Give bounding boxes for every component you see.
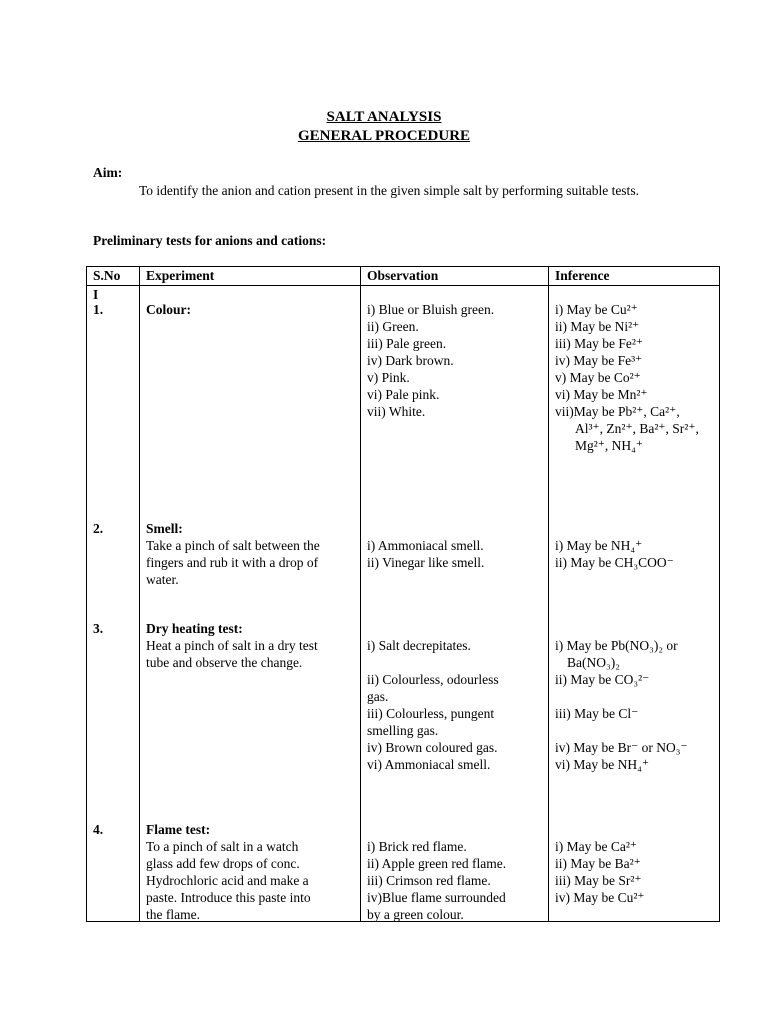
observation-item: ii) Green. bbox=[367, 319, 419, 334]
inference-item: iv) May be Br⁻ or NO₃⁻ bbox=[555, 740, 688, 755]
observation-item: iv) Brown coloured gas. bbox=[367, 740, 498, 755]
inference-item: ii) May be CH₃COO⁻ bbox=[555, 555, 674, 570]
header-sno: S.No bbox=[93, 268, 121, 283]
observation-item: iv)Blue flame surrounded bbox=[367, 890, 506, 905]
experiment-flame-test bbox=[146, 821, 311, 923]
inference-item: Al³⁺, Zn²⁺, Ba²⁺, Sr²⁺, bbox=[575, 421, 699, 436]
inference-item: i) May be Ca²⁺ bbox=[555, 839, 638, 854]
observation-item: by a green colour. bbox=[367, 907, 464, 922]
experiment-line: glass add few drops of conc. bbox=[146, 856, 300, 871]
observation-item bbox=[367, 654, 499, 671]
document-subtitle: GENERAL PROCEDURE bbox=[297, 128, 471, 144]
aim-text: To identify the anion and cation present in the given simple salt by performing suitable tests. bbox=[139, 183, 639, 198]
observation-item: iii) Pale green. bbox=[367, 336, 447, 351]
inference-item: ii) May be Ba²⁺ bbox=[555, 856, 641, 871]
observation-item: iii) Colourless, pungent bbox=[367, 706, 495, 721]
observation-item: i) Blue or Bluish green. bbox=[367, 302, 495, 317]
experiment-title-flame-test: Flame test: bbox=[146, 822, 211, 837]
observation-item: i) Salt decrepitates. bbox=[367, 638, 471, 653]
inference-item: iii) May be Sr²⁺ bbox=[555, 873, 642, 888]
header-observation: Observation bbox=[367, 268, 439, 283]
aim-label: Aim: bbox=[93, 165, 123, 180]
inference-list bbox=[555, 637, 688, 773]
inference-item: vi) May be Mn²⁺ bbox=[555, 387, 648, 402]
experiment-title-smell: Smell: bbox=[146, 521, 183, 536]
header-inference: Inference bbox=[555, 268, 610, 283]
observation-item: vi) Ammoniacal smell. bbox=[367, 757, 491, 772]
observation-item: v) Pink. bbox=[367, 370, 410, 385]
row-number: 1. bbox=[93, 302, 104, 317]
observation-item: vii) White. bbox=[367, 404, 426, 419]
observation-item: iii) Crimson red flame. bbox=[367, 873, 491, 888]
experiment-smell bbox=[146, 520, 320, 588]
inference-item: i) May be Cu²⁺ bbox=[555, 302, 638, 317]
inference-item: v) May be Co²⁺ bbox=[555, 370, 641, 385]
observation-list bbox=[367, 838, 506, 923]
inference-item: Ba(NO₃)₂ bbox=[567, 655, 620, 670]
inference-item: vi) May be NH₄⁺ bbox=[555, 757, 649, 772]
experiment-title-colour: Colour: bbox=[146, 302, 191, 317]
observation-item: gas. bbox=[367, 689, 389, 704]
inference-item: i) May be NH₄⁺ bbox=[555, 538, 643, 553]
row-number: 2. bbox=[93, 521, 104, 536]
observation-item: ii) Vinegar like smell. bbox=[367, 555, 485, 570]
document-title: SALT ANALYSIS bbox=[326, 109, 442, 125]
section-number: I bbox=[93, 287, 99, 302]
inference-item: vii)May be Pb²⁺, Ca²⁺, bbox=[555, 404, 680, 419]
experiment-line: Hydrochloric acid and make a bbox=[146, 873, 309, 888]
observation-list bbox=[367, 537, 484, 571]
observation-item: i) Ammoniacal smell. bbox=[367, 538, 484, 553]
inference-item: Mg²⁺, NH₄⁺ bbox=[575, 438, 644, 453]
observation-list bbox=[367, 301, 494, 420]
inference-list bbox=[555, 301, 699, 454]
inference-item: iv) May be Fe³⁺ bbox=[555, 353, 643, 368]
experiment-line: the flame. bbox=[146, 907, 200, 922]
observation-item: ii) Apple green red flame. bbox=[367, 856, 507, 871]
inference-item bbox=[555, 688, 688, 705]
row-number: 3. bbox=[93, 621, 104, 636]
experiment-line: Take a pinch of salt between the bbox=[146, 538, 320, 553]
inference-item: iv) May be Cu²⁺ bbox=[555, 890, 645, 905]
inference-list bbox=[555, 838, 645, 906]
observation-item: smelling gas. bbox=[367, 723, 439, 738]
experiment-line: paste. Introduce this paste into bbox=[146, 890, 311, 905]
experiment-line: To a pinch of salt in a watch bbox=[146, 839, 299, 854]
observation-item: iv) Dark brown. bbox=[367, 353, 454, 368]
observation-item: vi) Pale pink. bbox=[367, 387, 440, 402]
inference-item: i) May be Pb(NO₃)₂ or bbox=[555, 638, 678, 653]
observation-list bbox=[367, 637, 499, 773]
observation-item: ii) Colourless, odourless bbox=[367, 672, 499, 687]
preliminary-tests-heading: Preliminary tests for anions and cations: bbox=[93, 233, 327, 248]
experiment-title-dry-heating: Dry heating test: bbox=[146, 621, 243, 636]
experiment-line: tube and observe the change. bbox=[146, 655, 303, 670]
inference-item: iii) May be Fe²⁺ bbox=[555, 336, 644, 351]
observation-item: i) Brick red flame. bbox=[367, 839, 467, 854]
experiment-line: Heat a pinch of salt in a dry test bbox=[146, 638, 318, 653]
experiment-line: fingers and rub it with a drop of bbox=[146, 555, 319, 570]
inference-item: ii) May be CO₃²⁻ bbox=[555, 672, 650, 687]
experiment-dry-heating bbox=[146, 620, 318, 671]
header-experiment: Experiment bbox=[146, 268, 215, 283]
inference-item bbox=[555, 722, 688, 739]
experiment-line: water. bbox=[146, 572, 179, 587]
inference-list bbox=[555, 537, 674, 571]
inference-item: ii) May be Ni²⁺ bbox=[555, 319, 640, 334]
row-number: 4. bbox=[93, 822, 104, 837]
inference-item: iii) May be Cl⁻ bbox=[555, 706, 639, 721]
